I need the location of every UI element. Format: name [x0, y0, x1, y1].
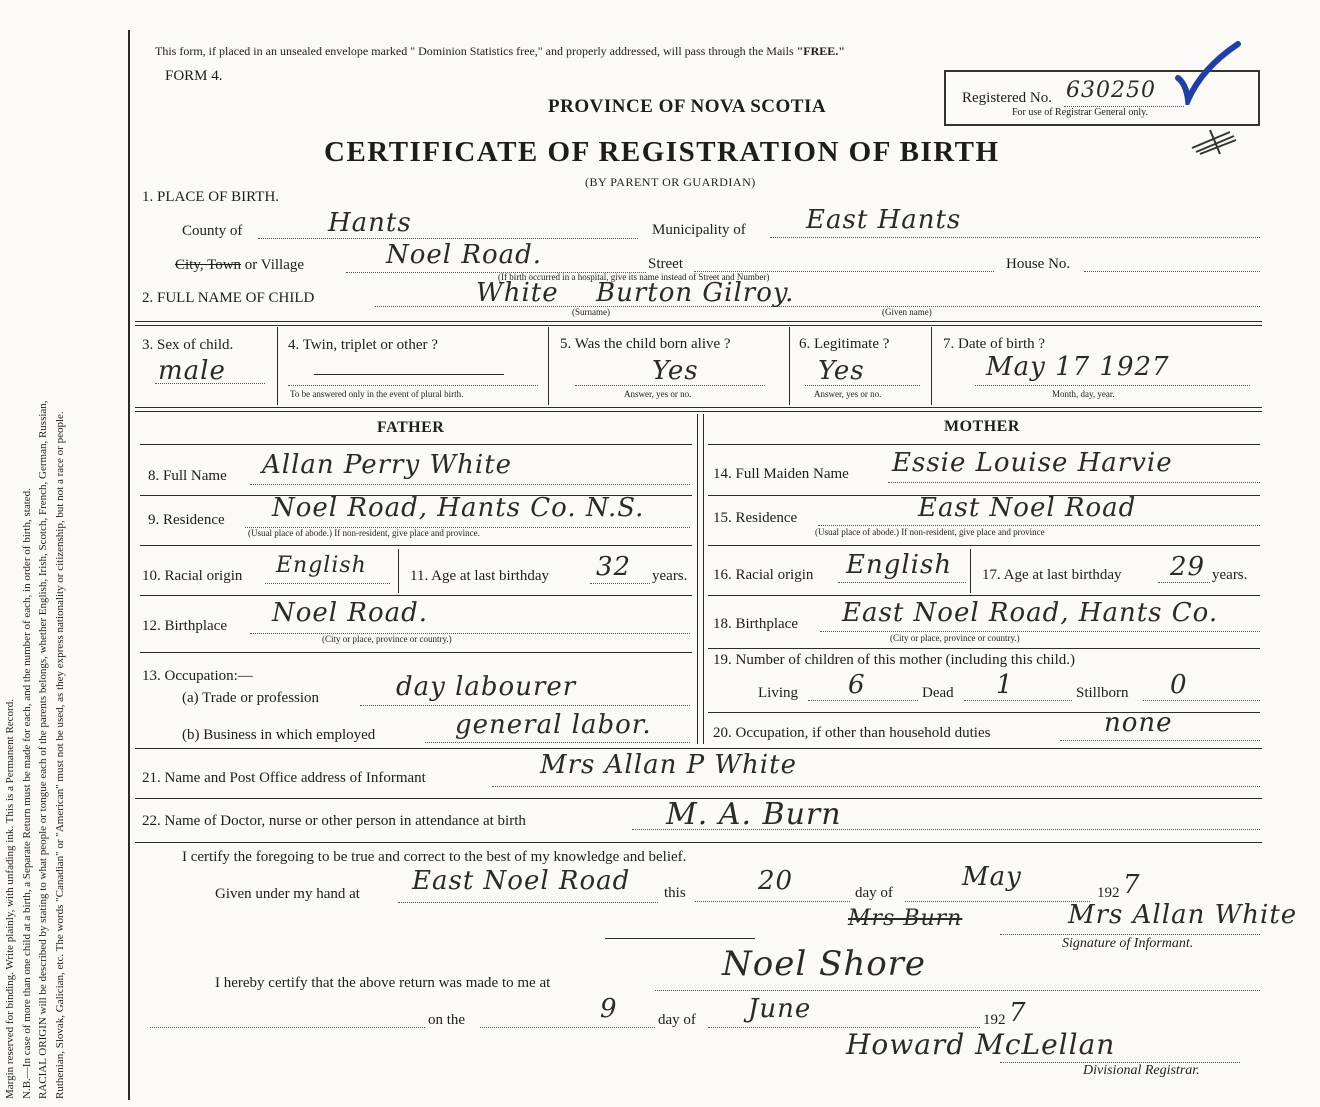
- sex-label: 3. Sex of child.: [142, 337, 234, 353]
- child-given-name: Burton Gilroy.: [596, 278, 795, 308]
- father-name-label: 8. Full Name: [148, 468, 227, 484]
- registered-label: Registered No.: [962, 90, 1052, 106]
- father-racial-label: 10. Racial origin: [142, 568, 243, 584]
- cert-month-value: May: [962, 862, 1022, 892]
- margin-note-2: N.B.—In case of more than one child at a birth, a Separate Return must be made for each, and the number of each, in order of birth, stated.: [20, 488, 33, 1099]
- mother-residence-label: 15. Residence: [713, 510, 798, 526]
- divider-doctor: [135, 842, 1262, 843]
- divider-top: [135, 321, 1262, 322]
- mother-age-label: 17. Age at last birthday: [982, 567, 1122, 583]
- father-business-value: general labor.: [455, 710, 652, 740]
- father-age-divider: [398, 549, 399, 593]
- street-label: Street: [648, 256, 683, 272]
- divider-v2: [548, 327, 549, 405]
- reg-month-value: June: [748, 994, 812, 1024]
- father-age-line: [590, 583, 650, 584]
- legitimate-label: 6. Legitimate ?: [799, 336, 890, 352]
- legitimate-line: [805, 385, 920, 386]
- mother-birthplace-line: [820, 631, 1260, 632]
- form-number: FORM 4.: [165, 68, 223, 84]
- signature-line: [1000, 934, 1260, 935]
- mother-residence-note: (Usual place of abode.) If non-resident, give place and province: [815, 527, 1045, 537]
- mother-rule-2: [708, 545, 1260, 546]
- hospital-note: (If birth occurred in a hospital, give its name instead of Street and Number): [498, 272, 770, 282]
- alive-note: Answer, yes or no.: [624, 389, 692, 399]
- legitimate-value: Yes: [818, 356, 865, 386]
- mother-birthplace-label: 18. Birthplace: [713, 616, 798, 632]
- father-residence-label: 9. Residence: [148, 512, 225, 528]
- municipality-label: Municipality of: [652, 222, 746, 238]
- father-rule-3: [140, 595, 692, 596]
- cert-year-digit: 7: [1123, 870, 1141, 900]
- given-place-value: East Noel Road: [412, 866, 631, 896]
- divider-v4: [931, 327, 932, 405]
- divider-row-bottom: [135, 407, 1262, 408]
- father-racial-line: [265, 583, 390, 584]
- binding-margin-rule: [128, 30, 130, 1100]
- living-line: [808, 700, 918, 701]
- registrar-signature-label: Divisional Registrar.: [1083, 1063, 1200, 1078]
- divider-v1: [277, 327, 278, 405]
- this-label: this: [664, 885, 686, 901]
- county-label: County of: [182, 223, 243, 239]
- father-name-line: [250, 484, 690, 485]
- mother-head-rule: [708, 444, 1260, 445]
- father-rule-2: [140, 545, 692, 546]
- village-value: Noel Road.: [386, 240, 543, 270]
- mother-birthplace-note: (City or place, province or country.): [890, 633, 1020, 643]
- father-age-value: 32: [596, 552, 632, 582]
- mother-rule-5: [708, 712, 1260, 713]
- given-place-line: [398, 902, 658, 903]
- dob-value: May 17 1927: [986, 352, 1170, 382]
- mother-birthplace-value: East Noel Road, Hants Co.: [842, 598, 1219, 628]
- child-surname: White: [476, 278, 559, 308]
- father-trade-value: day labourer: [396, 672, 577, 702]
- divider-v3: [789, 327, 790, 405]
- margin-notes: [0, 0, 128, 1107]
- on-the-lead-line: [150, 1027, 425, 1028]
- registrar-place-value: Noel Shore: [722, 944, 927, 984]
- mother-age-divider: [970, 549, 971, 593]
- father-birthplace-value: Noel Road.: [272, 598, 429, 628]
- margin-note-4: Ruthenian, Slovak, Galician, etc. The words "Canadian" or "American" must not be used, as they express nationality or citizenship, but not a race or people.: [53, 411, 66, 1099]
- living-value: 6: [848, 670, 866, 700]
- mother-residence-value: East Noel Road: [918, 493, 1137, 523]
- dob-line: [975, 385, 1250, 386]
- mother-age-unit: years.: [1212, 567, 1248, 583]
- place-of-birth-heading: 1. PLACE OF BIRTH.: [142, 189, 280, 205]
- mother-occupation-value: none: [1104, 708, 1173, 738]
- mother-name-label: 14. Full Maiden Name: [713, 466, 849, 482]
- mother-heading: MOTHER: [944, 418, 1020, 435]
- municipality-line: [770, 237, 1260, 238]
- mother-rule-4: [708, 648, 1260, 649]
- parents-divider-b: [703, 414, 704, 744]
- twin-dash: [314, 374, 504, 375]
- cert-day-line: [695, 901, 850, 902]
- scribble-mark-icon: [1190, 126, 1240, 156]
- dob-label: 7. Date of birth ?: [943, 336, 1046, 352]
- stillborn-line: [1143, 700, 1260, 701]
- municipality-value: East Hants: [806, 205, 962, 235]
- house-number-line: [1084, 271, 1260, 272]
- children-label: 19. Number of children of this mother (including this child.): [713, 652, 1076, 668]
- dead-line: [964, 700, 1072, 701]
- stillborn-label: Stillborn: [1076, 685, 1129, 701]
- on-the-label: on the: [428, 1012, 466, 1028]
- mother-racial-label: 16. Racial origin: [713, 567, 814, 583]
- mother-age-value: 29: [1170, 552, 1206, 582]
- surname-note: (Surname): [572, 307, 610, 317]
- given-label: Given under my hand at: [215, 886, 360, 902]
- province-heading: PROVINCE OF NOVA SCOTIA: [548, 96, 827, 117]
- father-occupation-label: 13. Occupation:—: [142, 668, 253, 684]
- county-line: [258, 238, 638, 239]
- father-birthplace-note: (City or place, province or country.): [322, 634, 452, 644]
- mother-racial-value: English: [846, 550, 953, 580]
- father-age-label: 11. Age at last birthday: [410, 568, 549, 584]
- cert-day-value: 20: [758, 866, 794, 896]
- informant-label: 21. Name and Post Office address of Informant: [142, 770, 426, 786]
- village-label: City, Town or Village: [175, 257, 305, 273]
- reg-year-prefix: 192: [983, 1012, 1006, 1028]
- registrar-signature: Howard McLellan: [846, 1028, 1116, 1061]
- twin-label: 4. Twin, triplet or other ?: [288, 337, 438, 353]
- mother-racial-line: [838, 582, 966, 583]
- house-number-label: House No.: [1006, 256, 1071, 272]
- sex-value: male: [158, 356, 226, 386]
- father-head-rule: [140, 444, 692, 445]
- informant-signature: Mrs Allan White: [1068, 900, 1298, 930]
- margin-note-3: RACIAL ORIGIN will be described by stating to what people or tongue each of the parents belongs, whether English, Irish, Scotch, French, German, Russian,: [37, 400, 49, 1099]
- reg-day-value: 9: [600, 994, 618, 1024]
- mother-occupation-line: [1060, 740, 1260, 741]
- informant-value: Mrs Allan P White: [540, 750, 797, 780]
- reg-day-of-label: day of: [658, 1012, 696, 1028]
- signature-label: Signature of Informant.: [1062, 936, 1194, 951]
- child-name-label: 2. FULL NAME OF CHILD: [142, 290, 315, 306]
- doctor-value: M. A. Burn: [666, 797, 842, 832]
- divider-row-top: [135, 325, 1262, 326]
- divider-parents-bottom: [135, 748, 1262, 749]
- page-title: CERTIFICATE OF REGISTRATION OF BIRTH: [324, 136, 1000, 168]
- father-rule-4: [140, 652, 692, 653]
- dob-note: Month, day, year.: [1052, 389, 1115, 399]
- registrar-text: I hereby certify that the above return was made to me at: [215, 975, 551, 991]
- alive-label: 5. Was the child born alive ?: [560, 336, 731, 352]
- father-birthplace-line: [250, 633, 690, 634]
- father-trade-label: (a) Trade or profession: [182, 690, 320, 706]
- cert-month-line: [905, 901, 1090, 902]
- dead-value: 1: [996, 670, 1014, 700]
- registrar-place-line: [655, 990, 1260, 991]
- father-heading: FATHER: [377, 419, 445, 436]
- margin-note-1: Margin reserved for binding. Write plainly, with unfading ink. This is a Permanent Record.: [4, 699, 16, 1099]
- mother-residence-line: [818, 525, 1260, 526]
- mother-name-value: Essie Louise Harvie: [892, 448, 1173, 478]
- certify-text: I certify the foregoing to be true and correct to the best of my knowledge and belief.: [182, 849, 687, 865]
- cert-day-of-label: day of: [855, 885, 893, 901]
- registrar-note: For use of Registrar General only.: [1012, 107, 1148, 118]
- father-residence-value: Noel Road, Hants Co. N.S.: [272, 493, 645, 523]
- mother-occupation-label: 20. Occupation, if other than household duties: [713, 725, 991, 741]
- living-label: Living: [758, 685, 798, 701]
- check-mark-icon: [1172, 40, 1242, 105]
- cert-year-prefix: 192: [1097, 885, 1120, 901]
- twin-line: [288, 385, 538, 386]
- father-residence-note: (Usual place of abode.) If non-resident, give place and province.: [248, 528, 480, 538]
- informant-line: [492, 786, 1260, 787]
- registered-number: 630250: [1066, 78, 1156, 103]
- alive-line: [575, 385, 765, 386]
- cert-short-rule: [605, 938, 755, 939]
- father-birthplace-label: 12. Birthplace: [142, 618, 227, 634]
- father-racial-value: English: [276, 553, 367, 578]
- county-value: Hants: [328, 208, 412, 238]
- parents-divider-a: [697, 414, 698, 744]
- sex-line: [155, 383, 265, 384]
- mother-rule-3: [708, 595, 1260, 596]
- father-business-label: (b) Business in which employed: [182, 727, 376, 743]
- legitimate-note: Answer, yes or no.: [814, 389, 882, 399]
- father-name-value: Allan Perry White: [262, 450, 513, 480]
- father-age-unit: years.: [652, 568, 688, 584]
- page-subtitle: (BY PARENT OR GUARDIAN): [585, 175, 756, 189]
- doctor-label: 22. Name of Doctor, nurse or other person in attendance at birth: [142, 813, 526, 829]
- alive-value: Yes: [652, 356, 699, 386]
- mail-notice: This form, if placed in an unsealed envelope marked " Dominion Statistics free," and properly addressed, will pass through the Mails "FREE.": [155, 44, 845, 58]
- mother-name-line: [888, 482, 1260, 483]
- divider-row-bottom-2: [135, 411, 1262, 412]
- father-trade-line: [360, 705, 690, 706]
- reg-day-line: [480, 1027, 655, 1028]
- mother-age-line: [1158, 582, 1210, 583]
- twin-note: To be answered only in the event of plural birth.: [290, 389, 464, 399]
- struck-name: Mrs Burn: [848, 906, 963, 931]
- given-name-note: (Given name): [882, 307, 932, 317]
- stillborn-value: 0: [1170, 670, 1188, 700]
- dead-label: Dead: [922, 685, 954, 701]
- father-business-line: [425, 742, 690, 743]
- reg-year-digit: 7: [1009, 998, 1027, 1028]
